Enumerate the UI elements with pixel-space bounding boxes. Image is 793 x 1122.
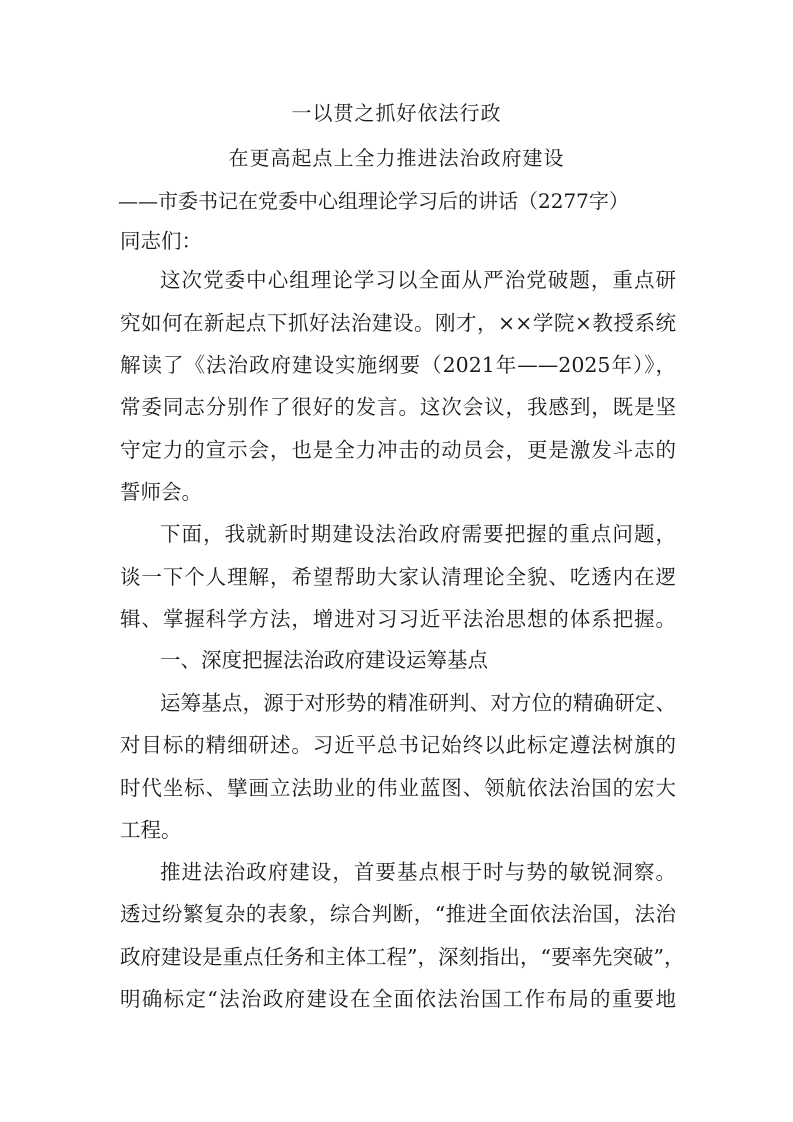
body-line: 工程。 [120, 818, 182, 842]
body-line: 透过纷繁复杂的表象，综合判断，“推进全面依法治国，法治 [120, 902, 676, 926]
body-line: 时代坐标、擘画立法助业的伟业蓝图、领航依法治国的宏大 [120, 776, 676, 800]
body-line: 誓师会。 [120, 480, 202, 504]
body-line: 解读了《法治政府建设实施纲要（2021年——2025年）》， [120, 353, 676, 377]
section-heading: 一、深度把握法治政府建设运筹基点 [160, 648, 488, 672]
body-line: 这次党委中心组理论学习以全面从严治党破题，重点研 [160, 268, 676, 292]
body-line: 守定力的宣示会，也是全力冲击的动员会，更是激发斗志的 [120, 438, 676, 462]
body-line: 推进法治政府建设，首要基点根于时与势的敏锐洞察。 [160, 860, 676, 884]
body-line: 究如何在新起点下抓好法治建设。刚才，××学院×教授系统 [120, 311, 676, 335]
document-title: 一以贯之抓好依法行政 [291, 101, 502, 125]
body-line: 运筹基点，源于对形势的精准研判、对方位的精确研定、 [160, 691, 676, 715]
body-line: 辑、掌握科学方法，增进对习习近平法治思想的体系把握。 [120, 607, 676, 631]
body-line: 政府建设是重点任务和主体工程”，深刻指出，“要率先突破”， [120, 945, 685, 969]
body-line: 对目标的精细研述。习近平总书记始终以此标定遵法树旗的 [120, 733, 676, 757]
salutation: 同志们： [120, 229, 202, 253]
body-line: 常委同志分别作了很好的发言。这次会议，我感到，既是坚 [120, 395, 676, 419]
document-title-secondary: 在更高起点上全力推进法治政府建设 [228, 146, 565, 170]
document-subtitle: ——市委书记在党委中心组理论学习后的讲话（2277字） [118, 189, 629, 213]
body-line: 下面，我就新时期建设法治政府需要把握的重点问题， [160, 522, 676, 546]
body-line: 明确标定“法治政府建设在全面依法治国工作布局的重要地 [120, 987, 676, 1011]
body-line: 谈一下个人理解，希望帮助大家认清理论全貌、吃透内在逻 [120, 565, 676, 589]
